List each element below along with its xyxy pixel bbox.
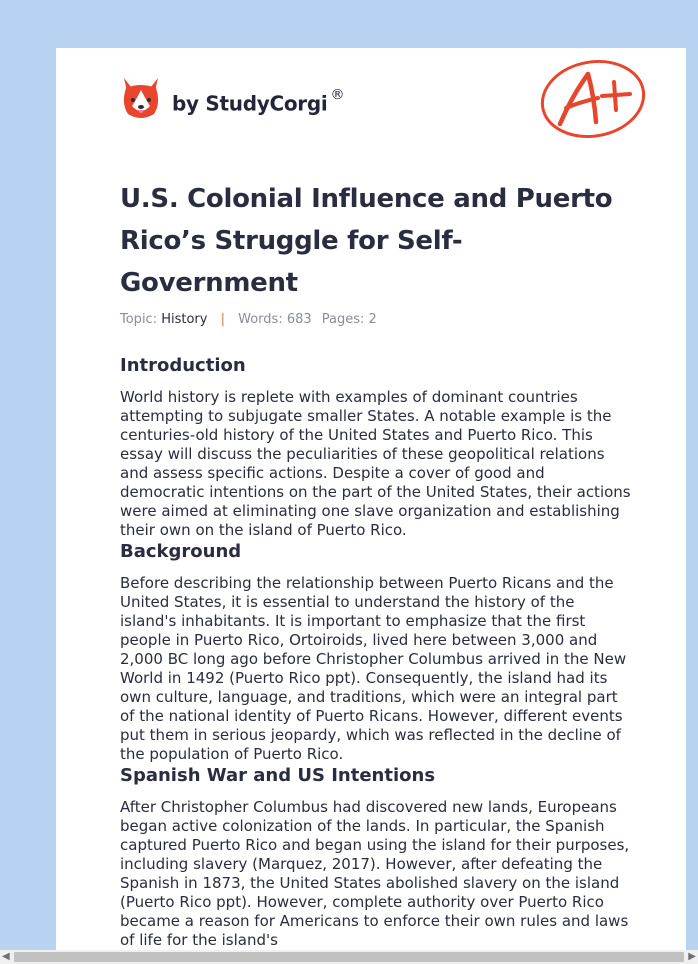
section-paragraph: After Christopher Columbus had discovered new lands, Europeans began active colonization of the lands. In particular, the Spanish captured Puerto Rico and began using the island for their purposes, including slavery (Marquez, 2017). However, after defeating the Spanish in 1873, the United States abolished slavery on the island (Puerto Rico ppt). However, complete authority over Puerto Rico became a reason for Americans to enforce their own rules and laws of life for the island's	[120, 798, 630, 949]
section-heading: Introduction	[120, 355, 246, 376]
word-count: Words: 683	[238, 312, 312, 327]
brand-name: by StudyCorgi ®	[172, 86, 345, 116]
essay-meta	[120, 312, 377, 327]
scrollbar-thumb[interactable]	[14, 952, 684, 962]
document-page	[56, 48, 686, 950]
section-heading: Spanish War and US Intentions	[120, 765, 436, 786]
topic-label: Topic:	[120, 312, 158, 327]
essay-title: U.S. Colonial Influence and Puerto Rico’s Struggle for Self-Government	[120, 184, 613, 298]
scroll-right-icon[interactable]: ▶	[688, 951, 696, 962]
corgi-icon	[120, 76, 162, 122]
a-plus-icon	[538, 58, 648, 140]
studycorgi-logo[interactable]	[120, 76, 344, 122]
section-introduction	[120, 354, 632, 540]
topic-link[interactable]: History	[161, 312, 208, 327]
section-paragraph: Before describing the relationship between Puerto Ricans and the United States, it is essential to understand the history of the island's inhabitants. It is important to emphasize that the first people in Puerto Rico, Ortoiroids, lived here between 3,000 and 2,000 BC long ago before Christopher Columbus arrived in the New World in 1492 (Puerto Rico ppt). Consequently, the island had its own culture, language, and traditions, which were an integral part of the national identity of Puerto Ricans. However, different events put them in serious jeopardy, which was reflected in the decline of the population of Puerto Rico.	[120, 574, 627, 763]
scroll-left-icon[interactable]: ◀	[2, 951, 10, 962]
registered-mark: ®	[330, 86, 345, 103]
page-count: Pages: 2	[321, 312, 377, 327]
section-spanish-war	[120, 764, 632, 950]
section-paragraph: World history is replete with examples of dominant countries attempting to subjugate smaller States. A notable example is the centuries-old history of the United States and Puerto Rico. This essay will discuss the peculiarities of these geopolitical relations and assess specific actions. Despite a cover of good and democratic intentions on the part of the United States, their actions were aimed at eliminating one slave organization and establishing their own on the island of Puerto Rico.	[120, 388, 631, 539]
meta-separator: |	[220, 312, 225, 327]
section-heading: Background	[120, 541, 242, 562]
horizontal-scrollbar[interactable]	[0, 950, 698, 964]
section-background	[120, 540, 632, 764]
essay-content	[120, 354, 632, 950]
